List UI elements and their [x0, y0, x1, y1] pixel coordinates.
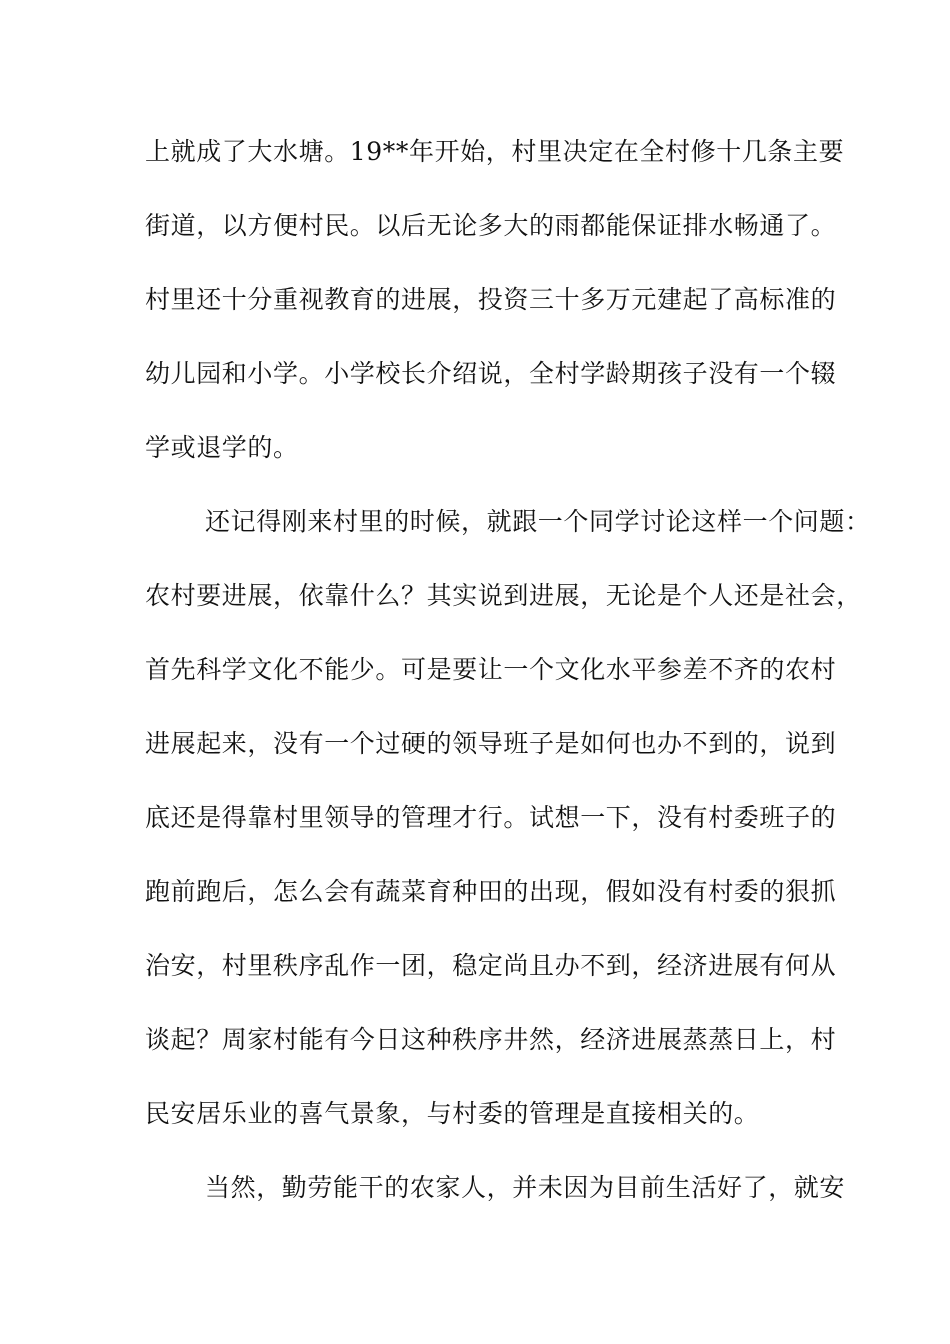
paragraph-line: 幼儿园和小学。小学校长介绍说，全村学龄期孩子没有一个辍: [145, 359, 837, 388]
paragraph-line: 学或退学的。: [145, 433, 299, 462]
paragraph-line: 还记得刚来村里的时候，就跟一个同学讨论这样一个问题：: [205, 507, 871, 536]
paragraph-line: 治安，村里秩序乱作一团，稳定尚且办不到，经济进展有何从: [145, 951, 837, 980]
paragraph-line: 谈起？周家村能有今日这种秩序井然，经济进展蒸蒸日上，村: [145, 1025, 837, 1054]
paragraph-line: 农村要进展，依靠什么？其实说到进展，无论是个人还是社会，: [145, 581, 862, 610]
paragraph-line: 当然，勤劳能干的农家人，并未因为目前生活好了，就安: [205, 1173, 846, 1202]
paragraph-line: 上就成了大水塘。19**年开始，村里决定在全村修十几条主要: [145, 137, 845, 166]
paragraph-line: 底还是得靠村里领导的管理才行。试想一下，没有村委班子的: [145, 803, 837, 832]
paragraph-line: 跑前跑后，怎么会有蔬菜育种田的出现，假如没有村委的狠抓: [145, 877, 837, 906]
paragraph-line: 街道，以方便村民。以后无论多大的雨都能保证排水畅通了。: [145, 211, 837, 240]
paragraph-line: 民安居乐业的喜气景象，与村委的管理是直接相关的。: [145, 1099, 760, 1128]
paragraph-line: 村里还十分重视教育的进展，投资三十多万元建起了高标准的: [145, 285, 837, 314]
paragraph-line: 进展起来，没有一个过硬的领导班子是如何也办不到的，说到: [145, 729, 837, 758]
paragraph-line: 首先科学文化不能少。可是要让一个文化水平参差不齐的农村: [145, 655, 837, 684]
